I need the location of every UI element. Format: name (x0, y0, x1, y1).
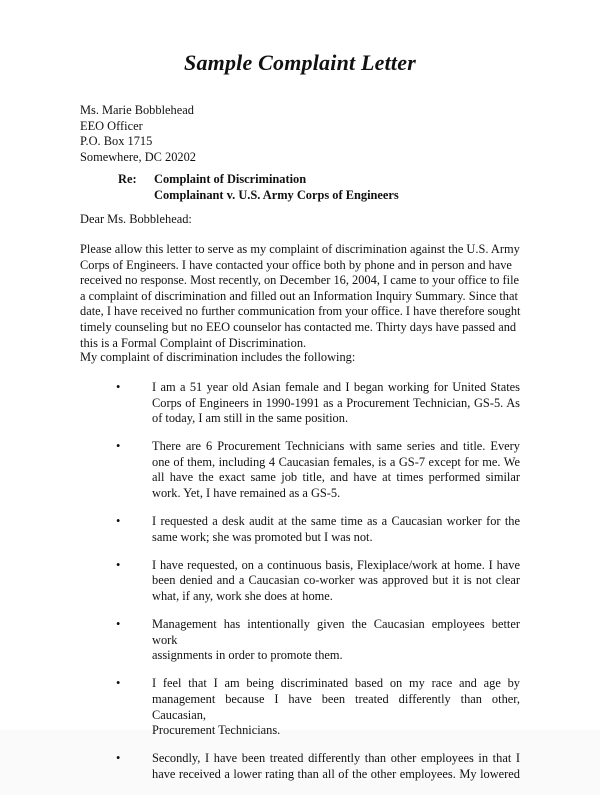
complaint-item (80, 380, 520, 427)
address-line: P.O. Box 1715 (80, 134, 153, 149)
complaint-item (80, 751, 520, 782)
document-title: Sample Complaint Letter (184, 50, 416, 75)
re-label: Re: (118, 172, 137, 186)
bullet-icon: • (116, 676, 121, 691)
re-line: Complainant v. U.S. Army Corps of Engineers (154, 187, 399, 202)
bullet-icon: • (116, 514, 121, 529)
list-intro: My complaint of discrimination includes the following: (80, 350, 356, 364)
complaint-item-line: Procurement Technicians. (152, 723, 281, 738)
paragraph-line: a complaint of discrimination and filled out an Information Inquiry Summary. Since that (80, 288, 518, 303)
complaint-item-line: Management has intentionally given the Caucasian employees better work (152, 617, 520, 647)
re-line: Complaint of Discrimination (154, 172, 307, 186)
complaint-item (80, 514, 520, 545)
bullet-icon: • (116, 439, 121, 454)
bullet-icon: • (116, 380, 121, 394)
complaint-item-line: have received a lower rating than all of the other employees. My lowered (152, 766, 520, 781)
complaint-item (80, 617, 520, 664)
complaint-item-line: been denied and a Caucasian co-worker was approved but it is not clear (152, 573, 520, 588)
complaint-item-line: work. Yet, I have remained as a GS-5. (152, 486, 341, 501)
complaint-item-line: I am a 51 year old Asian female and I began working for United States (152, 380, 520, 394)
paragraph-line: Please allow this letter to serve as my complaint of discrimination against the U.S. Army (80, 242, 520, 256)
complaint-item-line: assignments in order to promote them. (152, 648, 343, 663)
complaint-item-line: Corps of Engineers in 1990-1991 as a Procurement Technician, GS-5. As (152, 395, 520, 410)
address-line: Ms. Marie Bobblehead (80, 103, 194, 117)
bullet-icon: • (116, 557, 121, 572)
bullet-icon: • (116, 751, 121, 766)
complaint-item-line: one of them, including 4 Caucasian females, is a GS-7 except for me. We (152, 454, 520, 469)
salutation: Dear Ms. Bobblehead: (80, 212, 192, 226)
complaint-item-line: management because I have been treated differently than other, Caucasian, (152, 692, 520, 722)
complaint-item-line: There are 6 Procurement Technicians with same series and title. Every (152, 439, 520, 454)
address-line: EEO Officer (80, 118, 143, 133)
complaint-item-line: I feel that I am being discriminated based on my race and age by (152, 676, 520, 691)
recipient-address (80, 103, 196, 165)
complaint-item-line: I requested a desk audit at the same time as a Caucasian worker for the (152, 514, 520, 529)
paragraph-line: timely counseling but no EEO counselor has contacted me. Thirty days have passed and (80, 319, 517, 334)
bullet-icon: • (116, 617, 121, 632)
paragraph-line: date, I have received no further communication from your office. I have therefore sought (80, 304, 521, 319)
complaint-item-line: of today, I am still in the same position. (152, 411, 349, 426)
paragraph-line: this is a Formal Complaint of Discrimination. (80, 335, 307, 350)
paragraph-line: received no response. Most recently, on December 16, 2004, I came to your office to file (80, 273, 520, 288)
paragraph-line: Corps of Engineers. I have contacted your office both by phone and in person and have (80, 257, 512, 272)
complaint-item-line: Secondly, I have been treated differently than other employees in that I (152, 751, 520, 766)
complaint-item-line: same work; she was promoted but I was not. (152, 529, 373, 544)
body-paragraph (80, 242, 521, 351)
complaint-item (80, 558, 520, 605)
complaint-item-line: what, if any, work she does at home. (152, 589, 333, 604)
address-line: Somewhere, DC 20202 (80, 149, 196, 164)
complaint-item (80, 676, 520, 738)
complaint-list (80, 380, 520, 795)
complaint-item (80, 439, 520, 501)
complaint-item-line: I have requested, on a continuous basis, Flexiplace/work at home. I have (152, 557, 520, 572)
complaint-item-line: all have the exact same job title, and have at times performed similar (152, 470, 520, 485)
